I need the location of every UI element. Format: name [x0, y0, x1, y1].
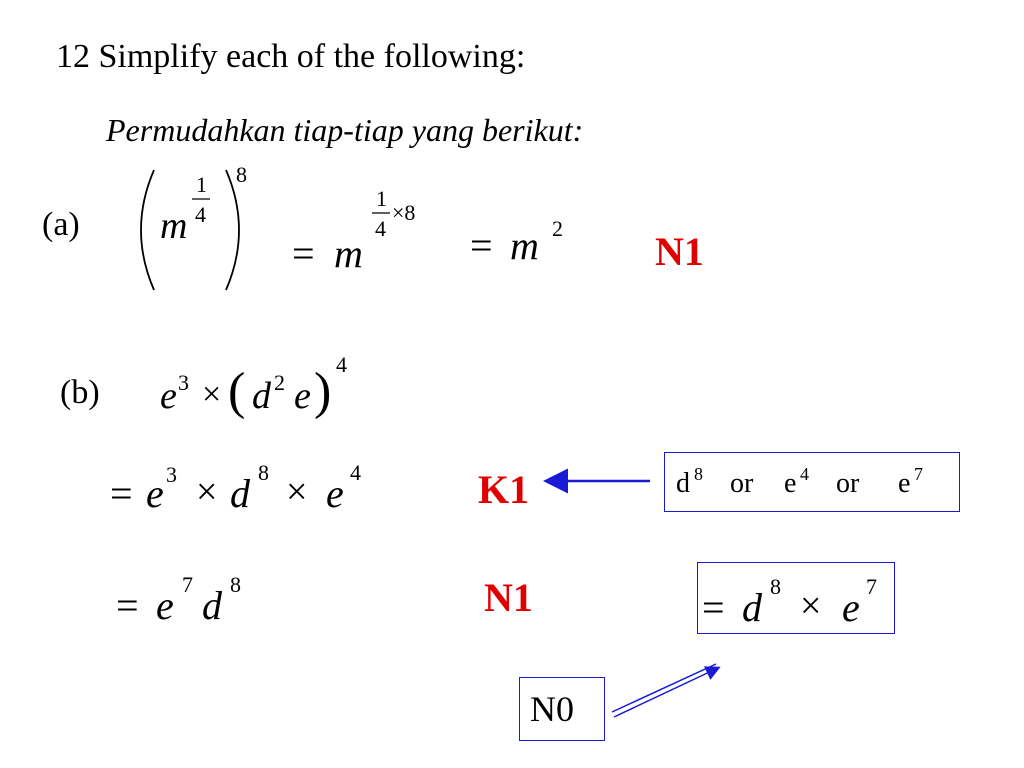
note-box-e1: e: [784, 468, 797, 499]
question-title: 12 Simplify each of the following:: [56, 38, 526, 75]
note-box-d-exp: 8: [694, 464, 703, 484]
part-a-step1-exp-times: ×8: [392, 200, 416, 225]
note-box-e2: e: [898, 468, 911, 499]
part-a-base: m: [160, 205, 188, 247]
part-b-line2-d-exp: 8: [230, 572, 241, 597]
part-a-outer-exp: 8: [236, 162, 247, 187]
alt-answer-d: d: [742, 585, 762, 630]
part-b-line1-e2: e: [326, 471, 344, 516]
part-b-expr-e: e: [160, 375, 177, 417]
part-b-expr-times: ×: [202, 376, 222, 413]
n0-label: N0: [530, 689, 574, 729]
part-b-line1-times1: ×: [196, 471, 218, 513]
note-box-or1: or: [730, 468, 754, 499]
part-b-expr-outer-exp: 4: [336, 352, 347, 377]
part-b-line1-e: e: [146, 471, 164, 516]
part-b-expr-lparen: (: [228, 363, 246, 420]
alt-answer-equals: =: [702, 585, 725, 630]
part-a-step1-exp-num: 1: [376, 186, 387, 211]
part-b-expr-d: d: [252, 375, 271, 417]
part-b-line1-e-exp: 3: [166, 462, 177, 487]
part-a-step2-exp: 2: [552, 216, 563, 241]
part-b-line2-e: e: [156, 583, 174, 628]
part-b-line2-equals: =: [116, 583, 139, 628]
part-b-line1-mark-k1: K1: [478, 467, 530, 512]
alt-answer-times: ×: [800, 585, 822, 627]
note-box-d: d: [676, 468, 690, 499]
n0-arrow-line1: [612, 664, 716, 712]
part-a-label: (a): [42, 206, 80, 243]
part-b-line1-e2-exp: 4: [350, 460, 361, 485]
part-a-mark-n1: N1: [655, 229, 704, 274]
alt-answer-e: e: [842, 585, 860, 630]
part-b-expr-d-exp: 2: [274, 370, 285, 395]
part-b-label: (b): [60, 374, 100, 411]
part-a-step1-equals: =: [292, 231, 315, 276]
part-a-step1-base: m: [334, 231, 363, 276]
part-a-step1-exp-den: 4: [375, 216, 386, 241]
part-b-expr-rparen: ): [314, 363, 332, 420]
alt-answer-d-exp: 8: [770, 574, 781, 599]
part-b-expr-e2: e: [294, 375, 311, 417]
part-b-line2-e-exp: 7: [182, 572, 193, 597]
alt-answer-e-exp: 7: [866, 574, 877, 599]
part-a-step2-equals: =: [470, 223, 493, 268]
part-b-line1-d-exp: 8: [258, 460, 269, 485]
part-b-expr-e-exp: 3: [178, 370, 189, 395]
part-b-line1-times2: ×: [286, 471, 308, 513]
n0-arrow-line2: [614, 668, 718, 717]
note-box-or2: or: [836, 468, 860, 499]
part-b-line1-d: d: [230, 471, 250, 516]
note-box-e2-exp: 7: [914, 464, 923, 484]
part-b-line1-equals: =: [110, 471, 133, 516]
part-a-inner-exp-den: 4: [195, 202, 206, 227]
part-a-step2-base: m: [510, 223, 539, 268]
part-b-line2-d: d: [202, 583, 222, 628]
part-b-line2-mark-n1: N1: [484, 575, 533, 620]
note-box-e1-exp: 4: [800, 464, 809, 484]
question-subtitle: Permudahkan tiap-tiap yang berikut:: [106, 112, 584, 148]
part-a-inner-exp-num: 1: [196, 172, 207, 197]
